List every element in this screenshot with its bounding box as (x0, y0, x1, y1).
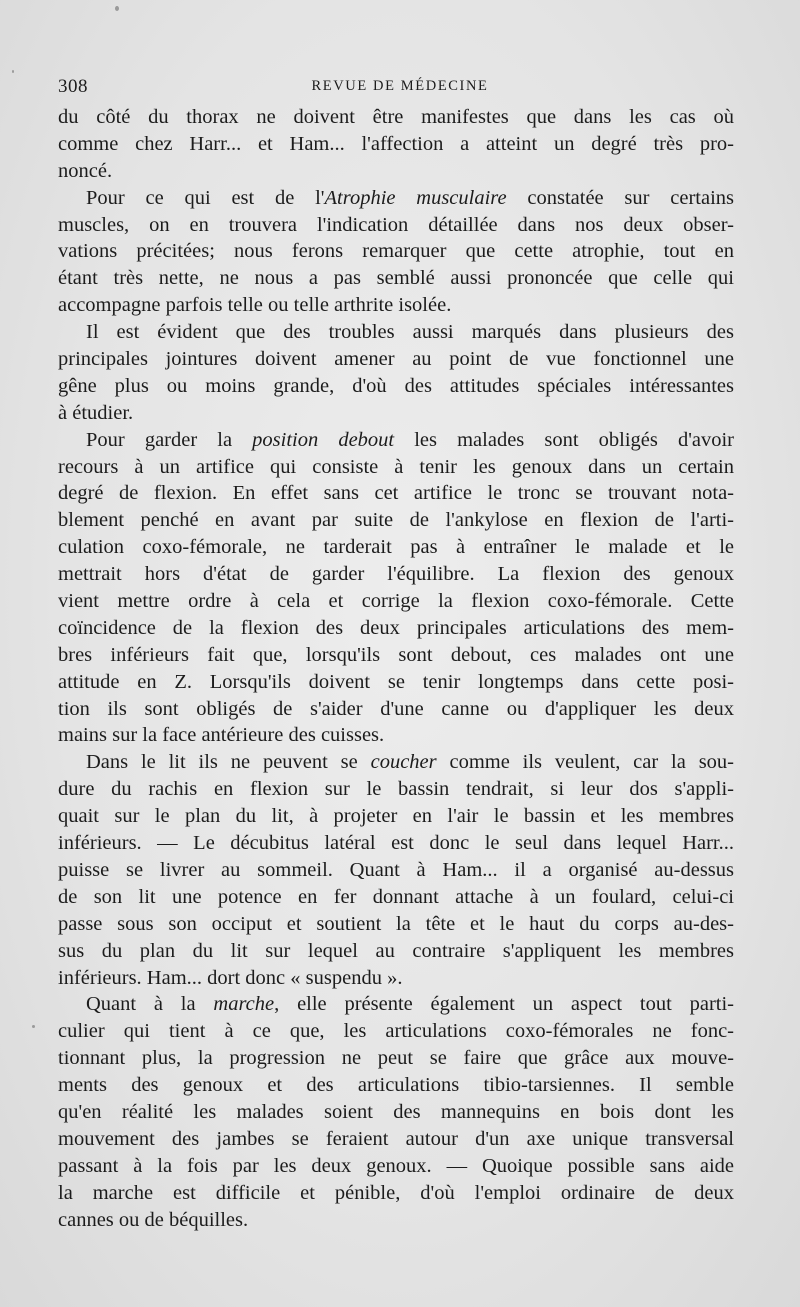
text-line (58, 749, 734, 776)
text-span: constatée sur certains (506, 186, 734, 209)
text-line: passe sous son occiput et soutient la tête et le haut du corps au-des- (58, 912, 734, 935)
text-line: de son lit une potence en fer donnant attache à un foulard, celui-ci (58, 885, 734, 908)
text-line: tion ils sont obligés de s'aider d'une canne ou d'appliquer les deux (58, 697, 734, 720)
text-line: blement penché en avant par suite de l'ankylose en flexion de l'arti- (58, 509, 734, 532)
page-number: 308 (58, 76, 88, 97)
paper-speck (12, 70, 14, 73)
body-text (58, 104, 734, 1233)
italic-term: marche (213, 993, 275, 1016)
italic-term: coucher (370, 751, 437, 774)
text-line: culation coxo-fémorale, ne tarderait pas à entraîner le malade et le (58, 536, 734, 559)
italic-term: position debout (252, 428, 395, 451)
text-line: mettrait hors d'état de garder l'équilibre. La flexion des genoux (58, 563, 734, 586)
text-span: les malades sont obligés d'avoir (394, 428, 735, 451)
paper-speck (32, 1025, 35, 1028)
text-line: attitude en Z. Lorsqu'ils doivent se tenir longtemps dans cette posi- (58, 670, 734, 693)
text-line (58, 185, 734, 212)
text-line: tionnant plus, la progression ne peut se faire que grâce aux mouve- (58, 1047, 734, 1070)
text-line (58, 427, 734, 454)
text-line: inférieurs. — Le décubitus latéral est donc le seul dans lequel Harr... (58, 832, 734, 855)
text-line: puisse se livrer au sommeil. Quant à Ham... il a organisé au-dessus (58, 858, 734, 881)
text-line: qu'en réalité les malades soient des mannequins en bois dont les (58, 1100, 734, 1123)
text-line: mouvement des jambes se feraient autour d'un axe unique transversal (58, 1127, 734, 1150)
text-span: Pour garder la (86, 428, 253, 451)
text-line: accompagne parfois telle ou telle arthrite isolée. (58, 294, 452, 317)
text-span: Dans le lit ils ne peuvent se (86, 751, 371, 774)
running-head: REVUE DE MÉDECINE (311, 78, 489, 94)
text-line: gêne plus ou moins grande, d'où des attitudes spéciales intéressantes (58, 374, 734, 397)
text-line: principales jointures doivent amener au point de vue fonctionnel une (58, 348, 734, 371)
italic-term: Atrophie musculaire (324, 186, 507, 209)
text-line: la marche est difficile et pénible, d'où l'emploi ordinaire de deux (58, 1181, 734, 1204)
text-line: inférieurs. Ham... dort donc « suspendu ». (58, 966, 403, 989)
page-header (58, 76, 742, 100)
text-line: muscles, on en trouvera l'indication détaillée dans nos deux obser- (58, 213, 734, 236)
text-line: noncé. (58, 159, 113, 182)
text-line: Il est évident que des troubles aussi marqués dans plusieurs des (86, 321, 734, 344)
text-line: étant très nette, ne nous a pas semblé aussi prononcée que celle qui (58, 267, 734, 290)
text-line: vations précitées; nous ferons remarquer que cette atrophie, tout en (58, 240, 734, 263)
text-line: comme chez Harr... et Ham... l'affection a atteint un degré très pro- (58, 132, 734, 155)
text-line: culier qui tient à ce que, les articulations coxo-fémorales ne fonc- (58, 1020, 734, 1043)
text-span: comme ils veulent, car la sou- (436, 751, 734, 774)
text-line: mains sur la face antérieure des cuisses. (58, 724, 385, 747)
text-span: Pour ce qui est de l' (86, 186, 325, 209)
text-span: Quant à la (86, 993, 214, 1016)
text-line: du côté du thorax ne doivent être manifestes que dans les cas où (58, 106, 734, 128)
text-line: coïncidence de la flexion des deux principales articulations des mem- (58, 616, 734, 639)
text-line: recours à un artifice qui consiste à tenir les genoux dans un certain (58, 455, 734, 478)
text-line: vient mettre ordre à cela et corrige la flexion coxo-fémorale. Cette (58, 590, 734, 613)
text-line: cannes ou de béquilles. (58, 1208, 249, 1231)
text-line (58, 991, 734, 1018)
text-span: , elle présente également un aspect tout parti- (274, 993, 734, 1016)
text-line: ments des genoux et des articulations tibio-tarsiennes. Il semble (58, 1074, 734, 1097)
text-line: à étudier. (58, 401, 134, 424)
text-line: degré de flexion. En effet sans cet artifice le tronc se trouvant nota- (58, 482, 734, 505)
text-line: quait sur le plan du lit, à projeter en l'air le bassin et les membres (58, 805, 734, 828)
text-line: dure du rachis en flexion sur le bassin tendrait, si leur dos s'appli- (58, 778, 734, 801)
paper-speck (115, 6, 119, 11)
text-line: bres inférieurs fait que, lorsqu'ils sont debout, ces malades ont une (58, 643, 734, 666)
text-line: passant à la fois par les deux genoux. — Quoique possible sans aide (58, 1154, 734, 1177)
text-line: sus du plan du lit sur lequel au contraire s'appliquent les membres (58, 939, 734, 962)
